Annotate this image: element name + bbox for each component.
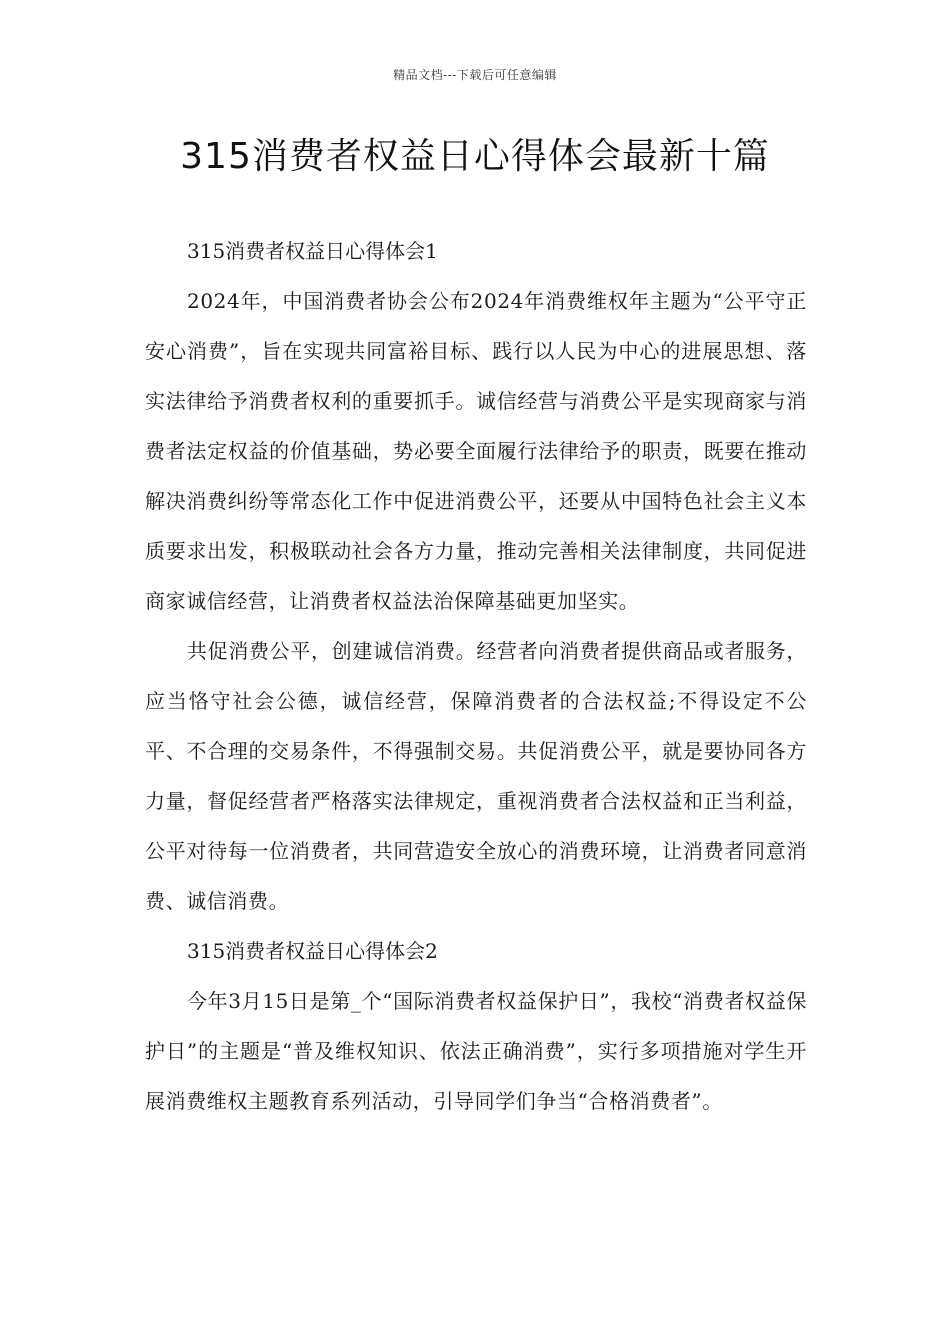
document-body	[145, 226, 807, 1126]
paragraph: 2024年，中国消费者协会公布2024年消费维权年主题为“公平守正安心消费”，旨在实现共同富裕目标、践行以人民为中心的进展思想、落实法律给予消费者权利的重要抓手。诚信经营与消费公平是实现商家与消费者法定权益的价值基础，势必要全面履行法律给予的职责，既要在推动解决消费纠纷等常态化工作中促进消费公平，还要从中国特色社会主义本质要求出发，积极联动社会各方力量，推动完善相关法律制度，共同促进商家诚信经营，让消费者权益法治保障基础更加坚实。	[145, 289, 807, 613]
document-title: 315消费者权益日心得体会最新十篇	[180, 136, 770, 177]
paragraph: 共促消费公平，创建诚信消费。经营者向消费者提供商品或者服务，应当恪守社会公德，诚信经营，保障消费者的合法权益;不得设定不公平、不合理的交易条件，不得强制交易。共促消费公平，就是要协同各方力量，督促经营者严格落实法律规定，重视消费者合法权益和正当利益，公平对待每一位消费者，共同营造安全放心的消费环境，让消费者同意消费、诚信消费。	[145, 639, 807, 913]
header-note: 精品文档---下载后可任意编辑	[393, 68, 557, 82]
section-heading-1: 315消费者权益日心得体会1	[187, 239, 438, 263]
section-heading-2: 315消费者权益日心得体会2	[187, 939, 438, 963]
paragraph: 今年3月15日是第_个“国际消费者权益保护日”，我校“消费者权益保护日”的主题是“普及维权知识、依法正确消费”，实行多项措施对学生开展消费维权主题教育系列活动，引导同学们争当“合格消费者”。	[145, 989, 807, 1113]
